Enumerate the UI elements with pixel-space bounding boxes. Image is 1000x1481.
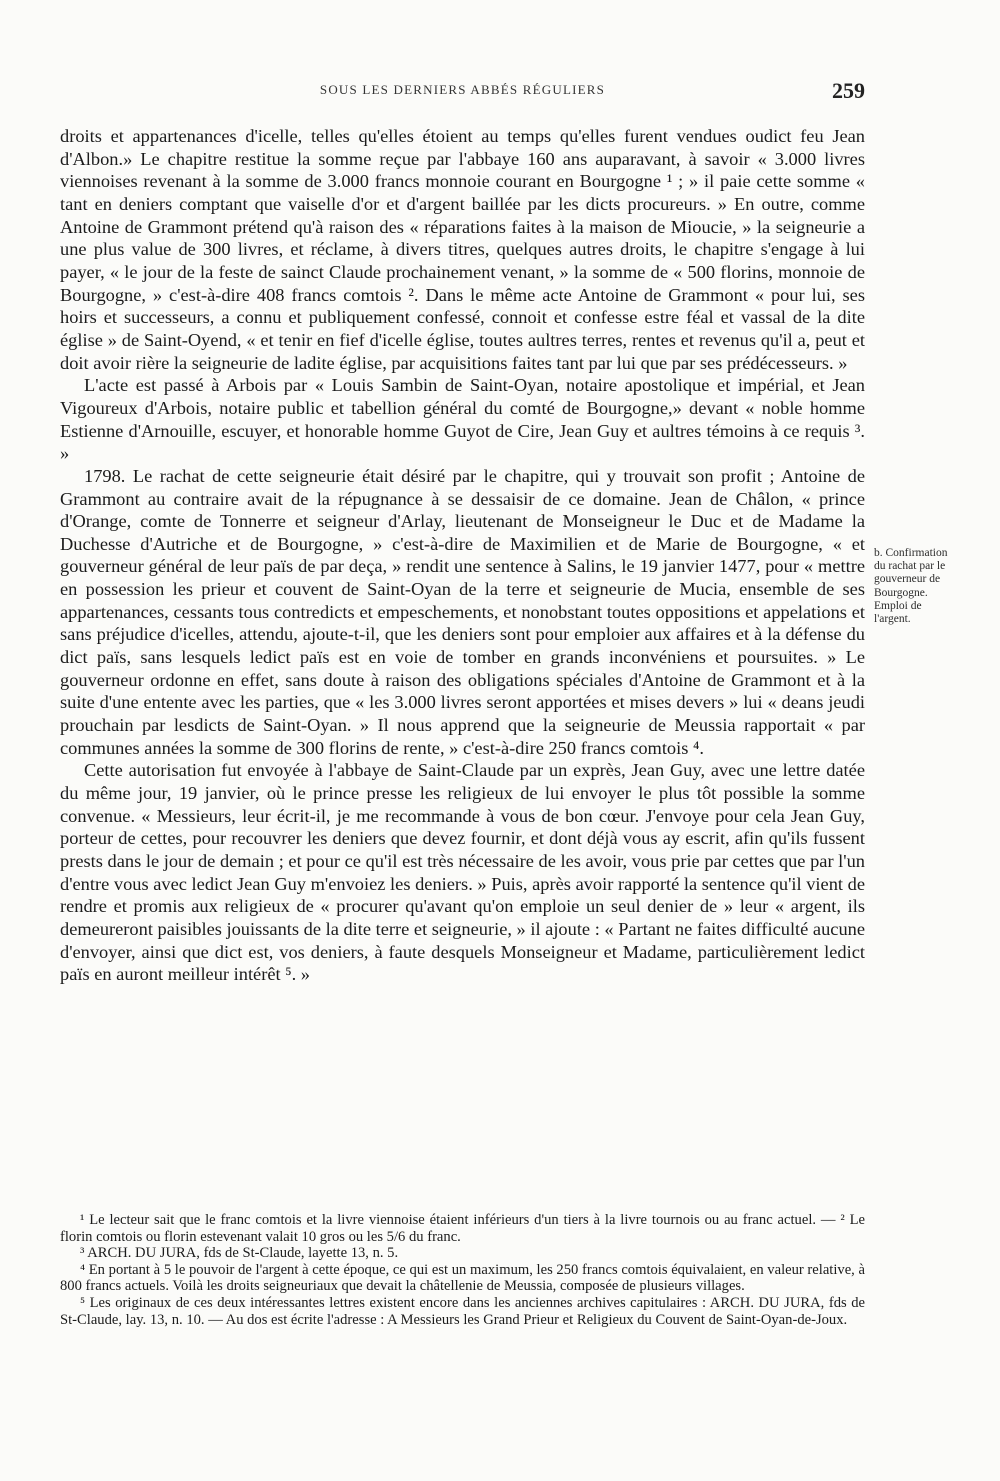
body-text xyxy=(60,125,865,986)
paragraph-3: 1798. Le rachat de cette seigneurie était désiré par le chapitre, qui y trouvait son profit ; Antoine de Grammont au contraire avait de la répugnance à se dessaisir de ce domaine. Jean de Châlon, « prince d'Orange, comte de Tonnerre et seigneur d'Arlay, lieutenant de Monseigneur le Duc et de Madame la Duchesse d'Autriche et de Bourgogne, » c'est-à-dire de Maximilien et de Marie de Bourgogne, « et gouverneur général de leur païs de par deça, » rendit une sentence à Salins, le 19 janvier 1477, pour « mettre en possession les prieur et couvent de Saint-Oyan de la terre et seigneurie de Mucia, ensemble de ses appartenances, cessants tous contredicts et empeschements, et nonobstant toutes oppositions et appelations et sans préjudice d'icelles, attendu, ajoute-t-il, que les deniers sont pour emploier aux affaires et à la défense du dict païs, sans lesquels ledict païs est en voie de tomber en grands inconvéniens et poursuites. » Le gouverneur ordonne en effet, sans doute à raison des obligations spéciales d'Antoine de Grammont et à la suite d'une entente avec les parties, que « les 3.000 livres seront apportées et mises devers » lui « deans jeudi prouchain par lesdicts de Saint-Oyan. » Il nous apprend que la seigneurie de Meussia rapportait « par communes années la somme de 300 florins de rente, » c'est-à-dire 250 francs comtois ⁴. xyxy=(60,465,865,758)
running-head: SOUS LES DERNIERS ABBÉS RÉGULIERS xyxy=(319,82,606,97)
paragraph-4: Cette autorisation fut envoyée à l'abbaye de Saint-Claude par un exprès, Jean Guy, avec une lettre datée du même jour, 19 janvier, où le prince presse les religieux de lui envoyer le plus tôt possible la somme convenue. « Messieurs, leur écrit-il, je me recommande à vous de bon cœur. J'envoye pour cela Jean Guy, porteur de cettes, pour recouvrer les deniers que devez fournir, et dont déjà vous ay escrit, afin qu'ils fussent prests dans le jour de demain ; et pour ce qu'il est très nécessaire de les avoir, vous prie par cettes que par l'un d'entre vous avec ledict Jean Guy m'envoiez les deniers. » Puis, après avoir rapporté la sentence qu'il vient de rendre et promis aux religieux de « procurer qu'avant qu'on emploie un seul denier de » leur « argent, ils demeureront paisibles jouissants de la dite terre et seigneurie, » il ajoute : « Partant ne faites difficulté aucune d'envoyer, ainsi que dict est, vos deniers, à faute desquels Monseigneur et Madame, particulièrement ledict païs en auront meilleur intérêt ⁵. » xyxy=(60,760,866,985)
footnote-4: ⁴ En portant à 5 le pouvoir de l'argent à cette époque, ce qui est un maximum, les 250 francs comtois équivalaient, en valeur relative, à 800 francs actuels. Voilà les droits seigneuriaux que devait la châtellenie de Meussia, composée de plusieurs villages. xyxy=(60,1261,865,1295)
show-through-marks xyxy=(870,250,960,263)
page-number: 259 xyxy=(832,78,865,103)
page-header xyxy=(60,78,865,108)
footnote-3: ³ ARCH. DU JURA, fds de St-Claude, layette 13, n. 5. xyxy=(80,1245,399,1262)
footnote-5: ⁵ Les originaux de ces deux intéressantes lettres existent encore dans les anciennes archives capitulaires : ARCH. DU JURA, fds de St-Claude, lay. 13, n. 10. — Au dos est écrite l'adresse : A Messieurs les Grand Prieur et Religieux du Couvent de Saint-Oyan-de-Joux. xyxy=(60,1294,865,1328)
margin-note: b. Confirmation du rachat par le gouverneur de Bourgogne. Emploi de l'argent. xyxy=(874,547,948,626)
footnotes xyxy=(60,1212,865,1328)
footnote-1-2: ¹ Le lecteur sait que le franc comtois et la livre viennoise étaient inférieurs d'un tiers à la livre tournois ou au franc actuel. — ² Le florin comtois ou florin estevenant valait 10 gros ou les 5/6 du franc. xyxy=(60,1212,865,1245)
paragraph-2: L'acte est passé à Arbois par « Louis Sambin de Saint-Oyan, notaire apostolique et impérial, et Jean Vigoureux d'Arbois, notaire public et tabellion général du comté de Bourgogne,» devant « noble homme Estienne d'Arnouille, escuyer, et honorable homme Guyot de Cire, Jean Guy et aultres témoins à ce requis ³. » xyxy=(60,375,865,464)
paragraph-1: droits et appartenances d'icelle, telles qu'elles étoient au temps qu'elles furent vendues oudict feu Jean d'Albon.» Le chapitre restitue la somme reçue par l'abbaye 160 ans auparavant, à savoir « 3.000 livres viennoises revenant à la somme de 3.000 francs monnoie courant en Bourgogne ¹ ; » il paie cette somme « tant en deniers comptant que vaiselle d'or et d'argent baillée par les dicts procureurs. » En outre, comme Antoine de Grammont prétend qu'à raison des « réparations faites à la maison de Mioucie, » la seigneurie a une plus value de 300 livres, et réclame, à divers titres, quelques autres droits, le chapitre s'engage à lui payer, « le jour de la feste de sainct Claude prochainement venant, » la somme de « 500 florins, monnoie de Bourgogne, » c'est-à-dire 408 francs comtois ². Dans le même acte Antoine de Grammont « pour lui, ses hoirs et successeurs, a connu et publiquement confessé, connoit et confesse estre féal et vassal de la dite église » de Saint-Oyend, « et tenir en fief d'icelle église, toutes aultres terres, rentes et revenus qu'il a, peut et doit avoir rière la seigneurie de ladite église, par acquisitions faites tant par lui que par ses prédécesseurs. » xyxy=(60,126,865,373)
